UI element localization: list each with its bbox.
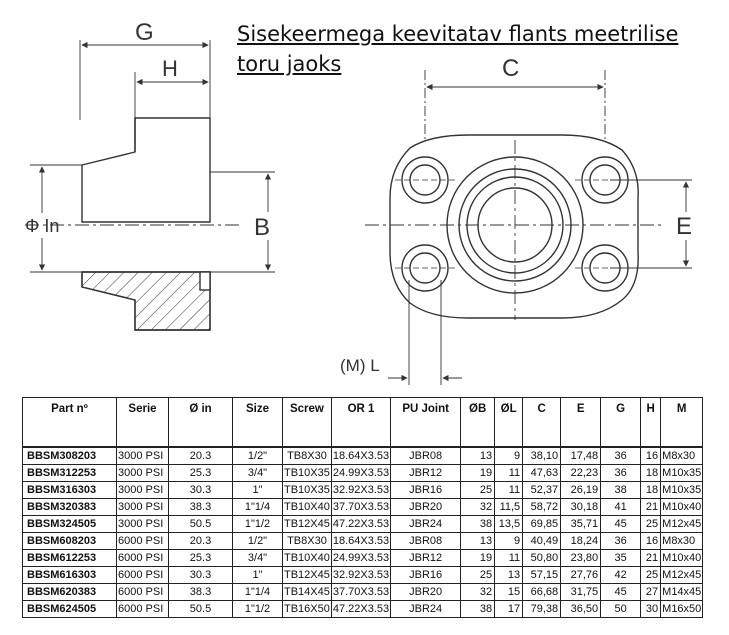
cell-m: M14x45 bbox=[661, 584, 703, 601]
dim-label-g: G bbox=[135, 19, 154, 46]
table-row bbox=[23, 550, 703, 567]
col-header-h: H bbox=[641, 398, 661, 448]
dim-label-in: Φ In bbox=[25, 216, 60, 236]
cell-b: 25 bbox=[461, 567, 495, 584]
cell-e: 31,75 bbox=[561, 584, 601, 601]
cell-or1: 24.99X3.53 bbox=[331, 550, 390, 567]
table-body bbox=[23, 447, 703, 618]
cell-pu-joint: JBR20 bbox=[391, 499, 461, 516]
col-header-g: G bbox=[601, 398, 641, 448]
cell-e: 18,24 bbox=[561, 533, 601, 550]
cell-part: BBSM620383 bbox=[23, 584, 117, 601]
col-header-m: M bbox=[661, 398, 703, 448]
cell-c: 38,10 bbox=[523, 447, 561, 465]
cell-e: 30,18 bbox=[561, 499, 601, 516]
cell-screw: TB8X30 bbox=[283, 447, 332, 465]
cell-part: BBSM312253 bbox=[23, 465, 117, 482]
cell-pu-joint: JBR24 bbox=[391, 601, 461, 618]
cell-part: BBSM616303 bbox=[23, 567, 117, 584]
cell-in: 25.3 bbox=[169, 465, 233, 482]
cell-part: BBSM612253 bbox=[23, 550, 117, 567]
cell-b: 13 bbox=[461, 447, 495, 465]
cell-pu-joint: JBR16 bbox=[391, 567, 461, 584]
cell-l: 11 bbox=[495, 465, 523, 482]
cell-size: 1/2" bbox=[233, 447, 283, 465]
cell-h: 27 bbox=[641, 584, 661, 601]
cell-pu-joint: JBR08 bbox=[391, 447, 461, 465]
cell-l: 11,5 bbox=[495, 499, 523, 516]
cell-g: 38 bbox=[601, 482, 641, 499]
table-row bbox=[23, 584, 703, 601]
cell-in: 38.3 bbox=[169, 584, 233, 601]
cell-in: 20.3 bbox=[169, 533, 233, 550]
col-header-pu-joint: PU Joint bbox=[391, 398, 461, 448]
cell-size: 1/2" bbox=[233, 533, 283, 550]
cell-or1: 37.70X3.53 bbox=[331, 499, 390, 516]
col-header-e: E bbox=[561, 398, 601, 448]
cell-serie: 3000 PSI bbox=[117, 482, 169, 499]
cell-in: 30.3 bbox=[169, 567, 233, 584]
cell-pu-joint: JBR24 bbox=[391, 516, 461, 533]
cell-screw: TB10X40 bbox=[283, 550, 332, 567]
cell-b: 19 bbox=[461, 465, 495, 482]
col-header-l: ØL bbox=[495, 398, 523, 448]
table-row bbox=[23, 465, 703, 482]
cell-part: BBSM324505 bbox=[23, 516, 117, 533]
cell-or1: 32.92X3.53 bbox=[331, 482, 390, 499]
cell-e: 17,48 bbox=[561, 447, 601, 465]
cell-serie: 3000 PSI bbox=[117, 499, 169, 516]
cell-part: BBSM624505 bbox=[23, 601, 117, 618]
table-row bbox=[23, 567, 703, 584]
dim-label-c: C bbox=[502, 55, 520, 82]
cell-serie: 6000 PSI bbox=[117, 533, 169, 550]
cell-g: 45 bbox=[601, 516, 641, 533]
cell-h: 16 bbox=[641, 533, 661, 550]
cell-h: 16 bbox=[641, 447, 661, 465]
cell-m: M10x35 bbox=[661, 482, 703, 499]
col-header-c: C bbox=[523, 398, 561, 448]
cell-size: 3/4" bbox=[233, 465, 283, 482]
cell-m: M10x35 bbox=[661, 465, 703, 482]
cell-l: 9 bbox=[495, 447, 523, 465]
cell-c: 57,15 bbox=[523, 567, 561, 584]
front-view bbox=[365, 70, 692, 385]
cell-pu-joint: JBR20 bbox=[391, 584, 461, 601]
dim-label-l: (M) L bbox=[340, 356, 380, 375]
cell-pu-joint: JBR16 bbox=[391, 482, 461, 499]
cell-e: 27,76 bbox=[561, 567, 601, 584]
cell-screw: TB16X50 bbox=[283, 601, 332, 618]
col-header-serie: Serie bbox=[117, 398, 169, 448]
cell-size: 1"1/2 bbox=[233, 516, 283, 533]
cell-h: 30 bbox=[641, 601, 661, 618]
cell-or1: 47.22X3.53 bbox=[331, 516, 390, 533]
dim-label-h: H bbox=[162, 56, 178, 81]
cell-h: 18 bbox=[641, 465, 661, 482]
table-row bbox=[23, 601, 703, 618]
cell-screw: TB14X45 bbox=[283, 584, 332, 601]
spec-table bbox=[22, 397, 703, 618]
cell-b: 25 bbox=[461, 482, 495, 499]
cell-c: 52,37 bbox=[523, 482, 561, 499]
cell-m: M8x30 bbox=[661, 533, 703, 550]
cell-e: 26,19 bbox=[561, 482, 601, 499]
cell-g: 50 bbox=[601, 601, 641, 618]
cell-h: 21 bbox=[641, 550, 661, 567]
cell-h: 25 bbox=[641, 567, 661, 584]
cell-pu-joint: JBR12 bbox=[391, 465, 461, 482]
cell-size: 1" bbox=[233, 482, 283, 499]
cell-part: BBSM320383 bbox=[23, 499, 117, 516]
cell-in: 38.3 bbox=[169, 499, 233, 516]
cell-m: M10x40 bbox=[661, 499, 703, 516]
cell-screw: TB12X45 bbox=[283, 567, 332, 584]
cell-pu-joint: JBR08 bbox=[391, 533, 461, 550]
cell-m: M10x40 bbox=[661, 550, 703, 567]
cell-b: 19 bbox=[461, 550, 495, 567]
cell-size: 1"1/2 bbox=[233, 601, 283, 618]
cell-l: 13 bbox=[495, 567, 523, 584]
cell-serie: 3000 PSI bbox=[117, 516, 169, 533]
cell-size: 1"1/4 bbox=[233, 584, 283, 601]
cell-screw: TB10X35 bbox=[283, 465, 332, 482]
cell-b: 38 bbox=[461, 516, 495, 533]
cell-pu-joint: JBR12 bbox=[391, 550, 461, 567]
cell-c: 79,38 bbox=[523, 601, 561, 618]
cell-c: 50,80 bbox=[523, 550, 561, 567]
cell-m: M16x50 bbox=[661, 601, 703, 618]
cell-in: 50.5 bbox=[169, 601, 233, 618]
cell-l: 13,5 bbox=[495, 516, 523, 533]
table-row bbox=[23, 482, 703, 499]
cell-g: 41 bbox=[601, 499, 641, 516]
cell-serie: 3000 PSI bbox=[117, 465, 169, 482]
table-row bbox=[23, 447, 703, 465]
table-header-row bbox=[23, 398, 703, 448]
cell-m: M12x45 bbox=[661, 516, 703, 533]
cell-g: 45 bbox=[601, 584, 641, 601]
cell-b: 32 bbox=[461, 499, 495, 516]
cell-or1: 32.92X3.53 bbox=[331, 567, 390, 584]
cell-screw: TB12X45 bbox=[283, 516, 332, 533]
cell-part: BBSM316303 bbox=[23, 482, 117, 499]
col-header-or1: OR 1 bbox=[331, 398, 390, 448]
cell-e: 22,23 bbox=[561, 465, 601, 482]
cell-c: 66,68 bbox=[523, 584, 561, 601]
cell-h: 25 bbox=[641, 516, 661, 533]
cell-size: 1" bbox=[233, 567, 283, 584]
cell-m: M8x30 bbox=[661, 447, 703, 465]
cell-e: 35,71 bbox=[561, 516, 601, 533]
cell-in: 25.3 bbox=[169, 550, 233, 567]
cell-or1: 18.64X3.53 bbox=[331, 533, 390, 550]
cell-screw: TB8X30 bbox=[283, 533, 332, 550]
cell-e: 23,80 bbox=[561, 550, 601, 567]
cell-h: 18 bbox=[641, 482, 661, 499]
cell-serie: 6000 PSI bbox=[117, 550, 169, 567]
cell-or1: 47.22X3.53 bbox=[331, 601, 390, 618]
title-line-2: toru jaoks bbox=[237, 52, 342, 76]
cell-part: BBSM608203 bbox=[23, 533, 117, 550]
col-header-in: Ø in bbox=[169, 398, 233, 448]
cell-c: 58,72 bbox=[523, 499, 561, 516]
col-header-size: Size bbox=[233, 398, 283, 448]
cell-l: 11 bbox=[495, 550, 523, 567]
cell-in: 20.3 bbox=[169, 447, 233, 465]
table-row bbox=[23, 499, 703, 516]
cell-b: 38 bbox=[461, 601, 495, 618]
cell-g: 42 bbox=[601, 567, 641, 584]
cell-g: 36 bbox=[601, 533, 641, 550]
cell-in: 50.5 bbox=[169, 516, 233, 533]
cell-or1: 24.99X3.53 bbox=[331, 465, 390, 482]
col-header-screw: Screw bbox=[283, 398, 332, 448]
cell-g: 36 bbox=[601, 465, 641, 482]
table-row bbox=[23, 516, 703, 533]
cell-serie: 6000 PSI bbox=[117, 567, 169, 584]
cell-g: 36 bbox=[601, 447, 641, 465]
cell-size: 3/4" bbox=[233, 550, 283, 567]
cell-or1: 18.64X3.53 bbox=[331, 447, 390, 465]
cell-screw: TB10X35 bbox=[283, 482, 332, 499]
col-header-part: Part nº bbox=[23, 398, 117, 448]
cell-l: 9 bbox=[495, 533, 523, 550]
dim-label-b: B bbox=[254, 214, 271, 241]
cell-l: 11 bbox=[495, 482, 523, 499]
col-header-b: ØB bbox=[461, 398, 495, 448]
dim-label-e: E bbox=[676, 213, 693, 240]
cell-serie: 6000 PSI bbox=[117, 601, 169, 618]
cell-l: 15 bbox=[495, 584, 523, 601]
cell-c: 47,63 bbox=[523, 465, 561, 482]
cell-serie: 6000 PSI bbox=[117, 584, 169, 601]
cell-serie: 3000 PSI bbox=[117, 447, 169, 465]
cell-c: 40,49 bbox=[523, 533, 561, 550]
cell-in: 30.3 bbox=[169, 482, 233, 499]
cell-part: BBSM308203 bbox=[23, 447, 117, 465]
side-section-view bbox=[25, 40, 275, 330]
cell-l: 17 bbox=[495, 601, 523, 618]
cell-c: 69,85 bbox=[523, 516, 561, 533]
cell-m: M12x45 bbox=[661, 567, 703, 584]
cell-e: 36,50 bbox=[561, 601, 601, 618]
title-line-1: Sisekeermega keevitatav flants meetrilise bbox=[237, 22, 679, 46]
cell-h: 21 bbox=[641, 499, 661, 516]
cell-screw: TB10X40 bbox=[283, 499, 332, 516]
cell-g: 35 bbox=[601, 550, 641, 567]
table-row bbox=[23, 533, 703, 550]
cell-b: 13 bbox=[461, 533, 495, 550]
cell-size: 1"1/4 bbox=[233, 499, 283, 516]
cell-b: 32 bbox=[461, 584, 495, 601]
cell-or1: 37.70X3.53 bbox=[331, 584, 390, 601]
